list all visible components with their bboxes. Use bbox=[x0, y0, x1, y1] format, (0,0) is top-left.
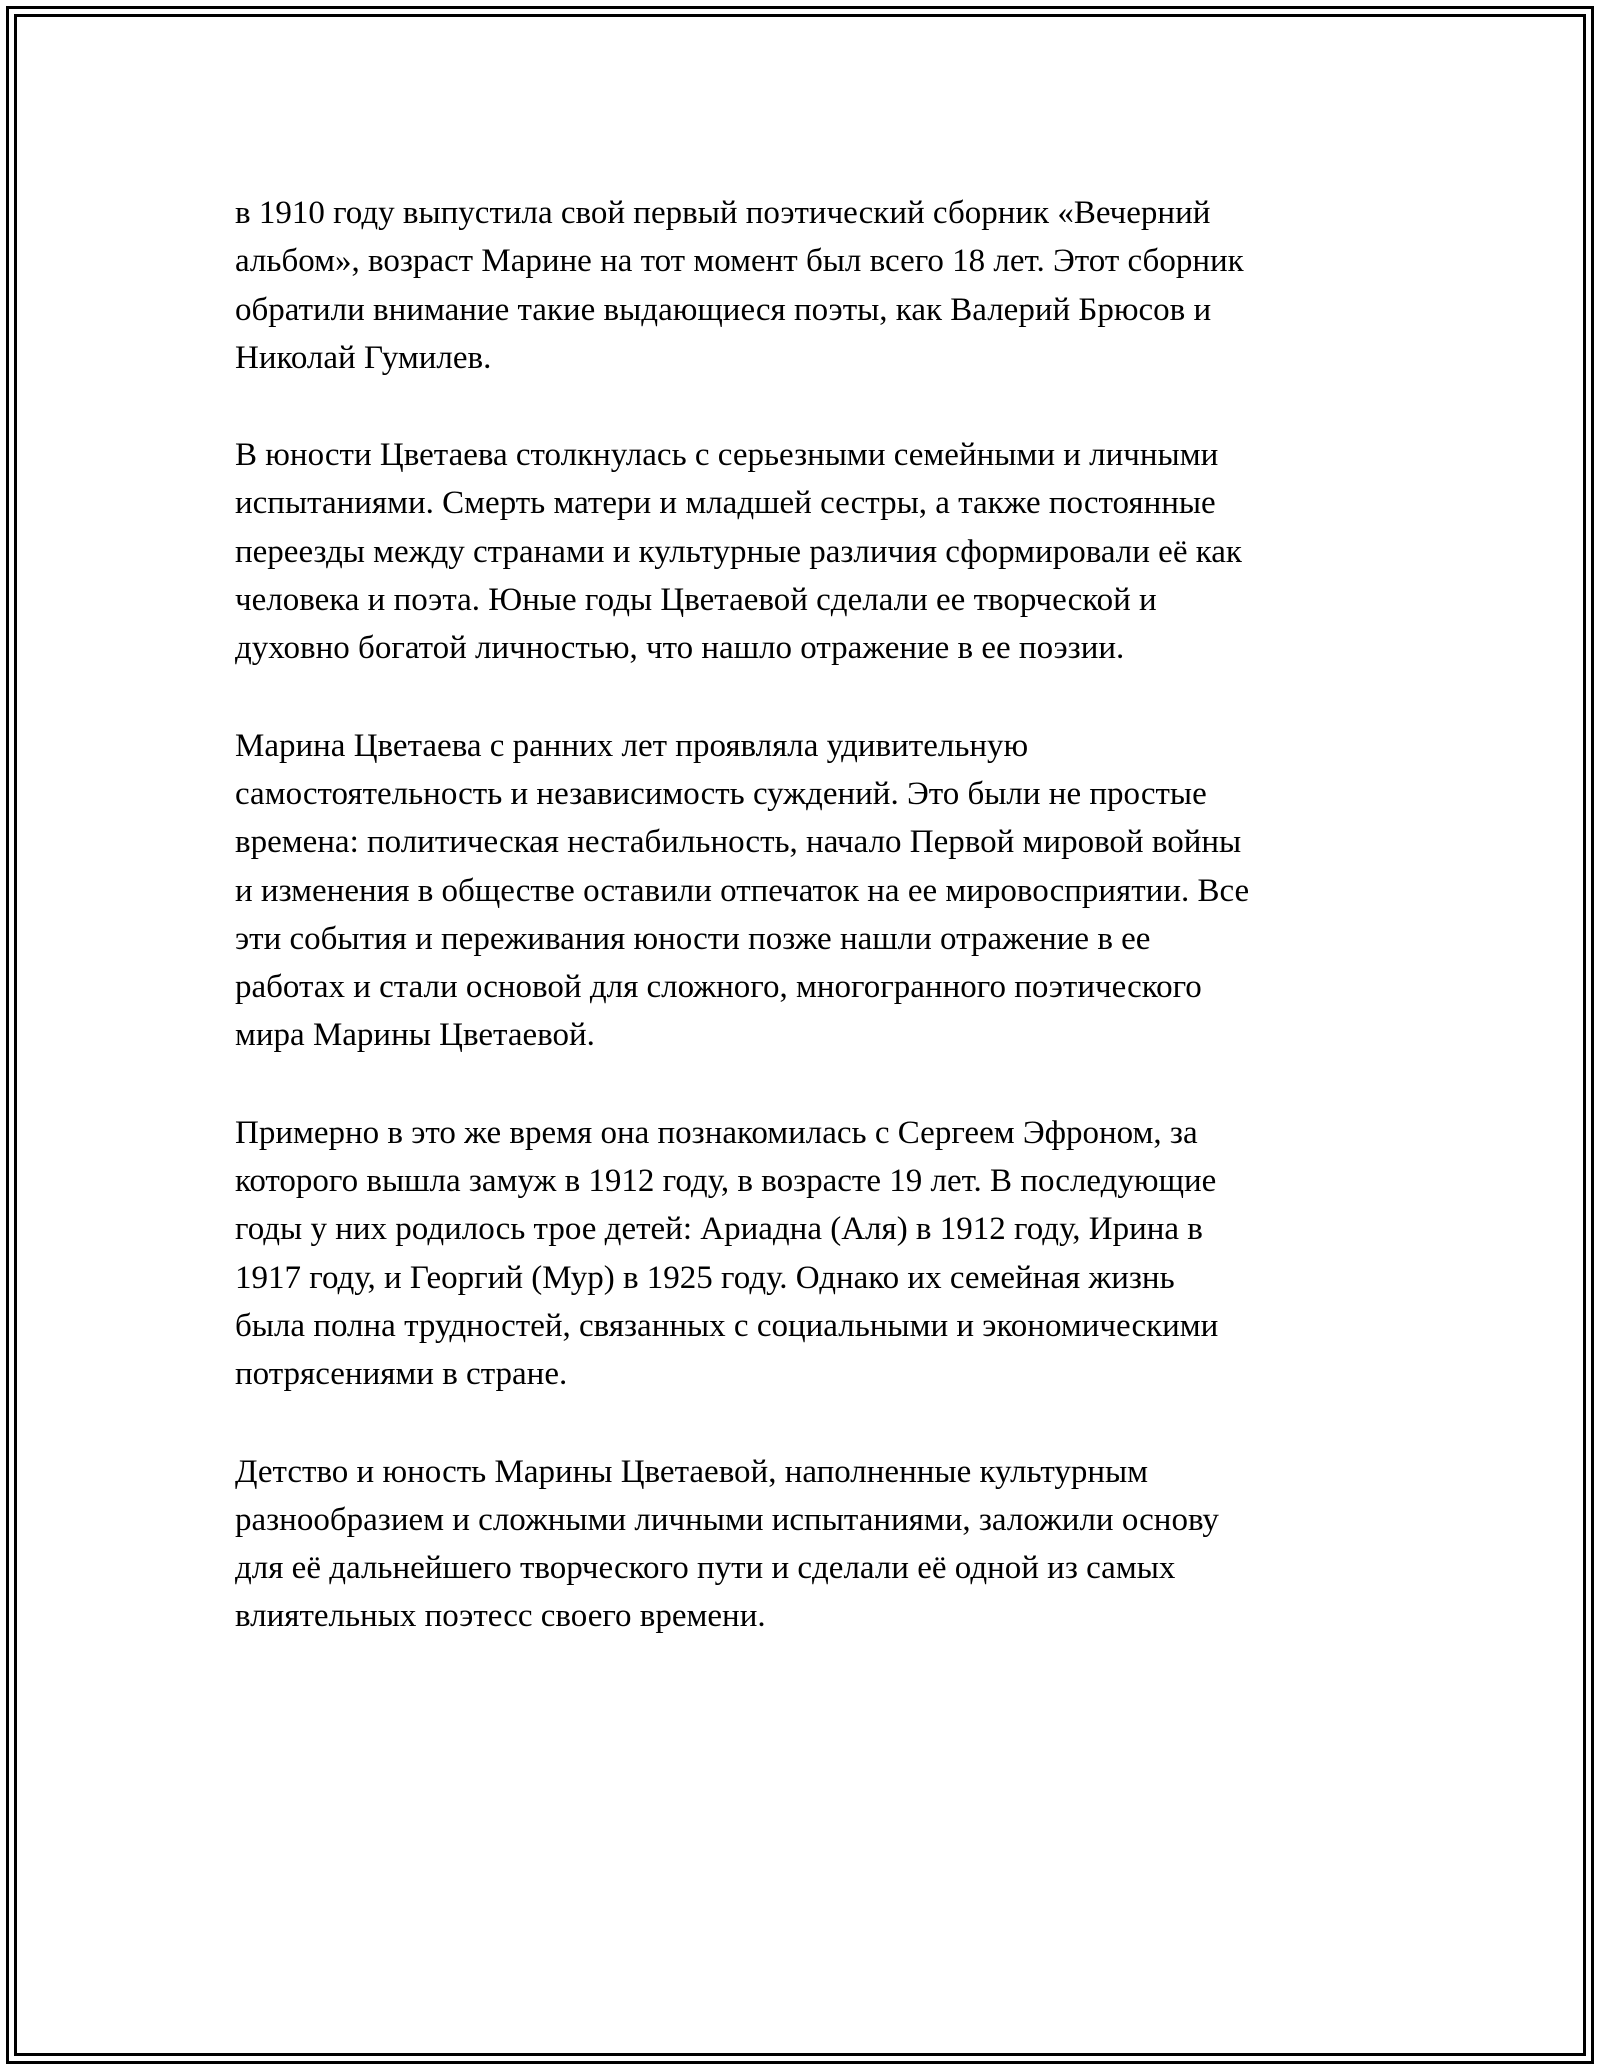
text-line: 1917 году, и Георгий (Мур) в 1925 году. Однако их семейная жизнь bbox=[235, 1259, 1175, 1296]
text-line: потрясениями в стране. bbox=[235, 1356, 568, 1393]
paragraph-marriage bbox=[235, 1109, 1385, 1399]
text-line: работах и стали основой для сложного, многогранного поэтического bbox=[235, 969, 1202, 1006]
document-body bbox=[235, 189, 1385, 1690]
paragraph-youth-trials bbox=[235, 431, 1385, 672]
text-line: обратили внимание такие выдающиеся поэты, как Валерий Брюсов и bbox=[235, 291, 1212, 328]
text-line: была полна трудностей, связанных с социальными и экономическими bbox=[235, 1307, 1219, 1344]
text-line: мира Марины Цветаевой. bbox=[235, 1017, 595, 1054]
text-line: для её дальнейшего творческого пути и сделали её одной из самых bbox=[235, 1550, 1176, 1587]
text-line: переезды между странами и культурные различия сформировали её как bbox=[235, 533, 1242, 570]
text-line: В юности Цветаева столкнулась с серьезными семейными и личными bbox=[235, 437, 1219, 474]
text-line: испытаниями. Смерть матери и младшей сестры, а также постоянные bbox=[235, 485, 1216, 522]
text-line: и изменения в обществе оставили отпечаток на ее мировосприятии. Все bbox=[235, 872, 1250, 909]
paragraph-independence bbox=[235, 722, 1385, 1060]
text-line: человека и поэта. Юные годы Цветаевой сделали ее творческой и bbox=[235, 582, 1157, 619]
paragraph-first-collection bbox=[235, 189, 1385, 382]
text-line: разнообразием и сложными личными испытаниями, заложили основу bbox=[235, 1501, 1219, 1538]
paragraph-conclusion bbox=[235, 1448, 1385, 1641]
text-line: Марина Цветаева с ранних лет проявляла удивительную bbox=[235, 727, 1029, 764]
text-line: альбом», возраст Марине на тот момент был всего 18 лет. Этот сборник bbox=[235, 243, 1244, 280]
text-line: которого вышла замуж в 1912 году, в возрасте 19 лет. В последующие bbox=[235, 1163, 1217, 1200]
text-line: духовно богатой личностью, что нашло отражение в ее поэзии. bbox=[235, 630, 1125, 667]
text-line: времена: политическая нестабильность, начало Первой мировой войны bbox=[235, 824, 1242, 861]
text-line: Примерно в это же время она познакомилась с Сергеем Эфроном, за bbox=[235, 1114, 1198, 1151]
text-line: Детство и юность Марины Цветаевой, наполненные культурным bbox=[235, 1453, 1149, 1490]
text-line: в 1910 году выпустила свой первый поэтический сборник «Вечерний bbox=[235, 195, 1211, 231]
text-line: эти события и переживания юности позже нашли отражение в ее bbox=[235, 920, 1151, 957]
text-line: Николай Гумилев. bbox=[235, 339, 492, 376]
text-line: самостоятельность и независимость суждений. Это были не простые bbox=[235, 775, 1207, 812]
text-line: влиятельных поэтесс своего времени. bbox=[235, 1598, 766, 1635]
text-line: годы у них родилось трое детей: Ариадна (Аля) в 1912 году, Ирина в bbox=[235, 1211, 1203, 1248]
